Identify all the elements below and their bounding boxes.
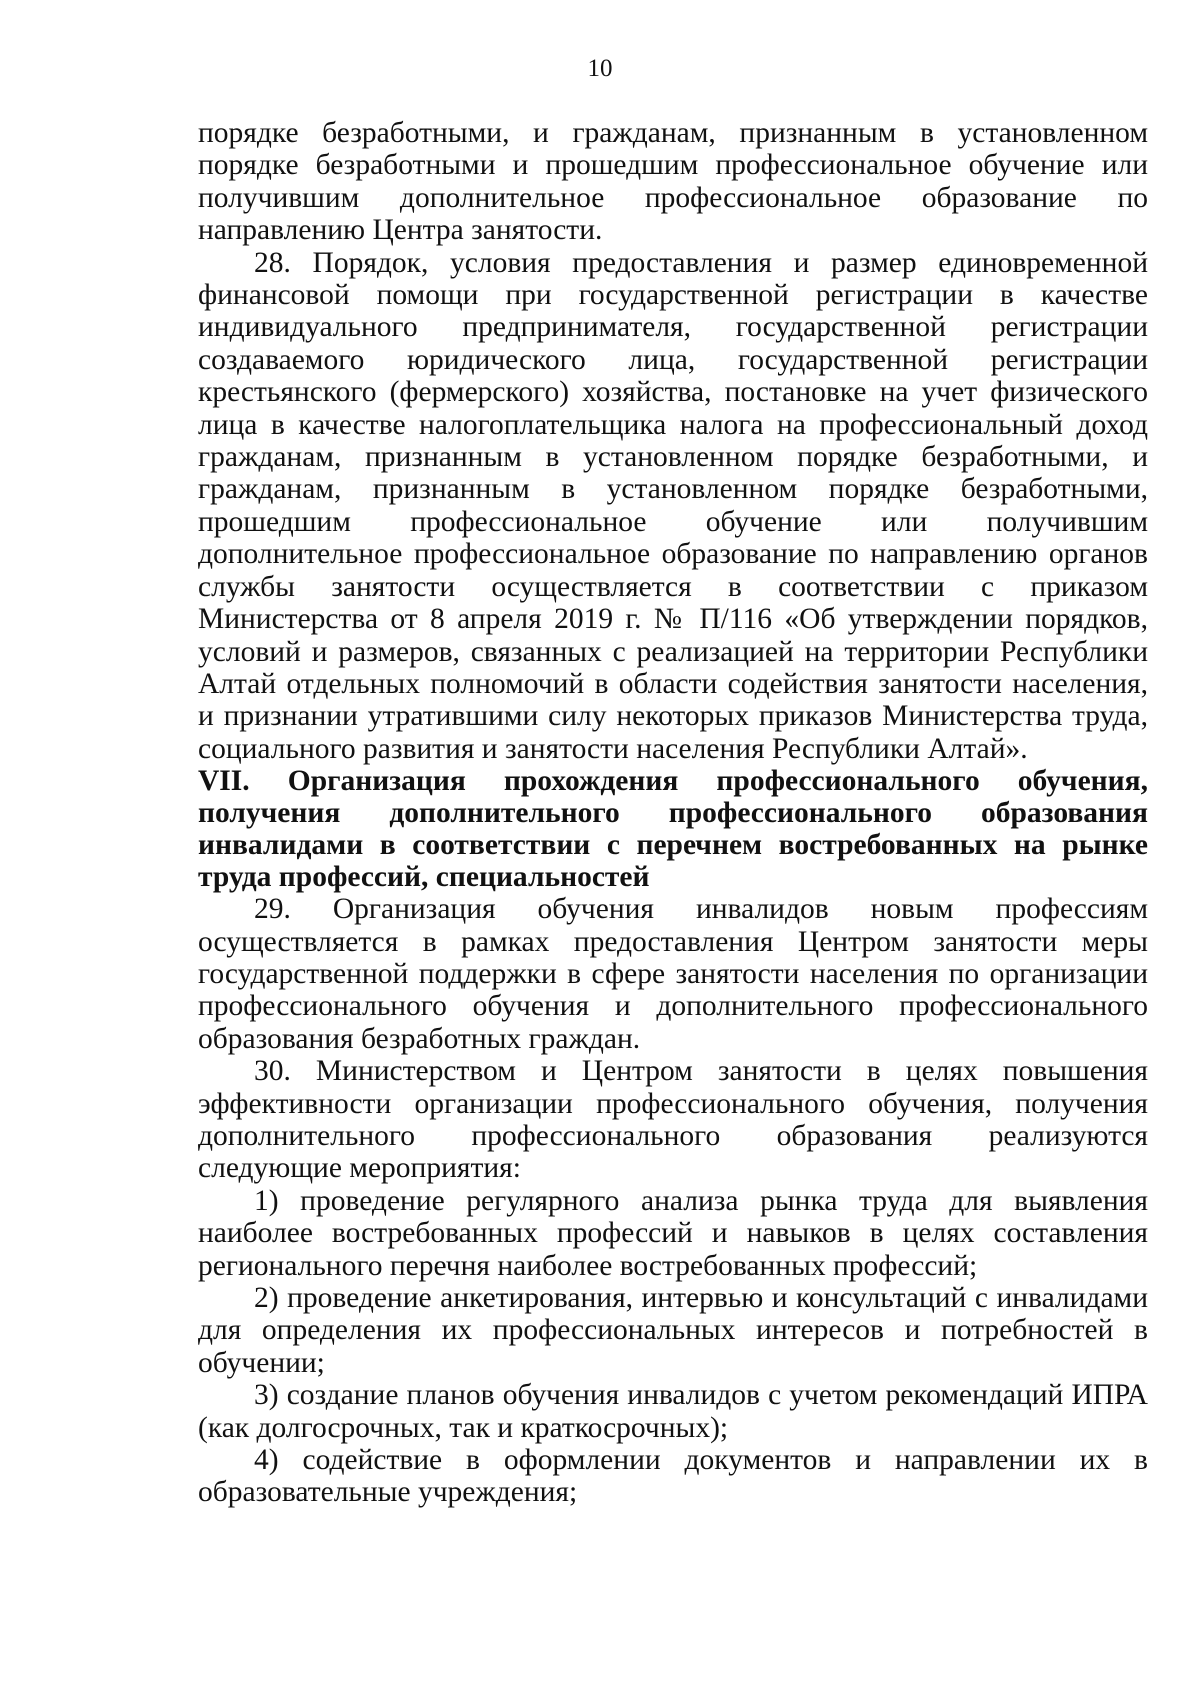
page-number: 10 [587, 55, 613, 82]
list-item-3: 3) создание планов обучения инвалидов с учетом рекомендаций ИПРА (как долгосрочных, так и краткосрочных); [198, 1379, 1148, 1444]
paragraph-30: 30. Министерством и Центром занятости в целях повышения эффективности организации профессионального обучения, получения дополнительного профессионального образования реализуются следующие мероприятия: [198, 1055, 1148, 1185]
paragraph-29: 29. Организация обучения инвалидов новым профессиям осуществляется в рамках предоставления Центром занятости меры государственной поддержки в сфере занятости населения по организации профессионального обучения и дополнительного профессионального образования безработных граждан. [198, 893, 1148, 1055]
list-item-1: 1) проведение регулярного анализа рынка труда для выявления наиболее востребованных профессий и навыков в целях составления регионального перечня наиболее востребованных профессий; [198, 1184, 1148, 1282]
document-body [198, 117, 1148, 1509]
paragraph-28: 28. Порядок, условия предоставления и размер единовременной финансовой помощи при государственной регистрации в качестве индивидуального предпринимателя, государственной регистрации создаваемого юридического лица, государственной регистрации крестьянского (фермерского) хозяйства, постановке на учет физического лица в качестве налогоплательщика налога на профессиональный доход гражданам, признанным в установленном порядке безработными, и гражданам, признанным в установленном порядке безработными, прошедшим профессиональное обучение или получившим дополнительное профессиональное образование по направлению органов службы занятости осуществляется в соответствии с приказом Министерства от 8 апреля 2019 г. № П/116 «Об утверждении порядков, условий и размеров, связанных с реализацией на территории Республики Алтай отдельных полномочий в области содействия занятости населения, и признании утратившими силу некоторых приказов Министерства труда, социального развития и занятости населения Республики Алтай». [198, 246, 1148, 765]
list-item-4: 4) содействие в оформлении документов и направлении их в образовательные учреждения; [198, 1444, 1148, 1509]
paragraph-continuation: порядке безработными, и гражданам, признанным в установленном порядке безработными и прошедшим профессиональное обучение или получившим дополнительное профессиональное образование по направлению Центра занятости. [198, 117, 1148, 247]
list-item-2: 2) проведение анкетирования, интервью и консультаций с инвалидами для определения их профессиональных интересов и потребностей в обучении; [198, 1282, 1148, 1379]
section-heading-vii: VII. Организация прохождения профессионального обучения, получения дополнительного профессионального образования инвалидами в соответствии с перечнем востребованных на рынке труда профессий, специальностей [198, 765, 1148, 894]
